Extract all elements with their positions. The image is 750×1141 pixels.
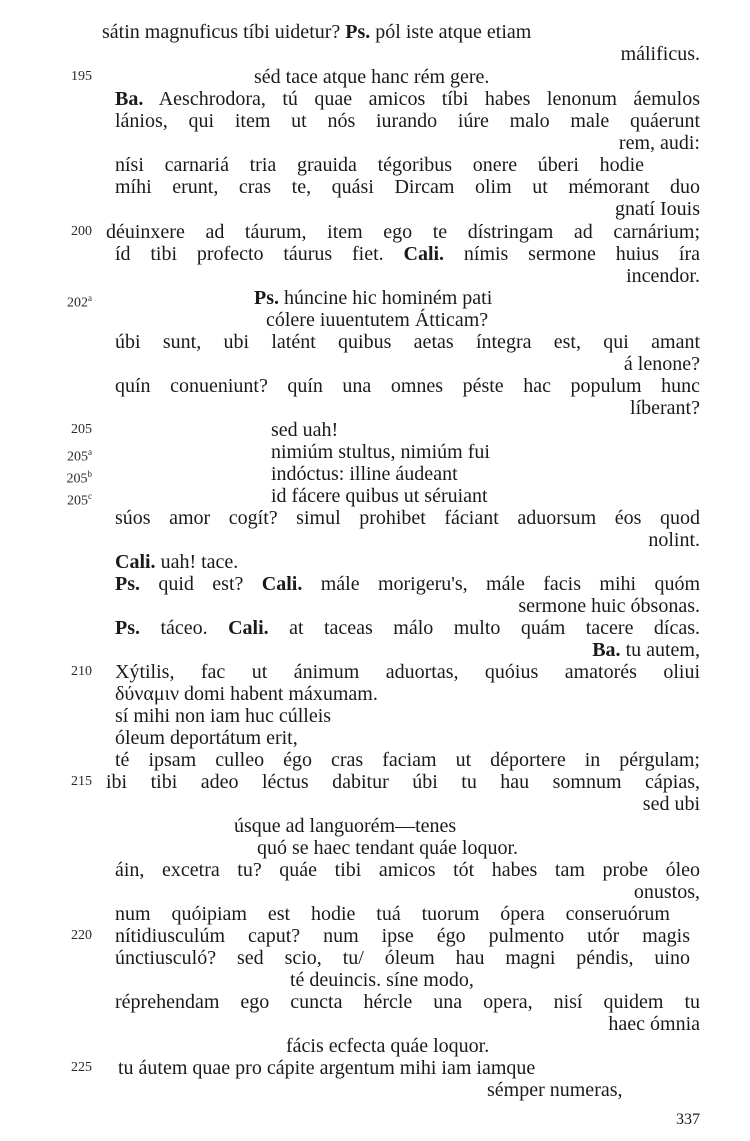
- verse-line: [0, 1035, 750, 1057]
- verse-line: [0, 287, 750, 309]
- verse-text: nimiúm stultus, nimiúm fui: [271, 441, 490, 463]
- verse-line: [0, 375, 750, 397]
- verse-text: nolint.: [648, 529, 700, 551]
- verse-text: óleum deportátum erit,: [115, 727, 298, 749]
- verse-line: [0, 639, 750, 661]
- verse-text: Ps. táceo. Cali. at taceas málo multo quám tacere dícas.: [115, 617, 700, 639]
- verse-line: [0, 1079, 750, 1101]
- verse-line: [0, 419, 750, 441]
- verse-text: rem, audi:: [618, 132, 700, 154]
- verse-line: [0, 1013, 750, 1035]
- verse-line: [0, 309, 750, 331]
- verse-text: gnatí Iouis: [615, 198, 700, 220]
- verse-text: id fácere quibus ut séruiant: [271, 485, 488, 507]
- page-number: 337: [676, 1111, 700, 1128]
- verse-text: málificus.: [620, 43, 700, 65]
- verse-text: δύναμιν domi habent máxumam.: [115, 683, 378, 705]
- verse-line: [0, 727, 750, 749]
- verse-text: haec ómnia: [608, 1013, 700, 1035]
- verse-text: incendor.: [626, 265, 700, 287]
- verse-text: indóctus: illine áudeant: [271, 463, 458, 485]
- verse-line: [0, 21, 750, 43]
- verse-text: Cali. uah! tace.: [115, 551, 239, 573]
- verse-text: déuinxere ad táurum, item ego te dístringam ad carnárium;: [106, 221, 700, 243]
- verse-text: úbi sunt, ubi latént quibus aetas íntegra est, qui amant: [115, 331, 700, 353]
- verse-line: [0, 66, 750, 88]
- verse-text: Ba. tu autem,: [592, 639, 700, 661]
- verse-line: [0, 132, 750, 154]
- verse-line: [0, 837, 750, 859]
- verse-text: num quóipiam est hodie tuá tuorum ópera conseruórum: [115, 903, 670, 925]
- verse-line: [0, 353, 750, 375]
- verse-line: [0, 573, 750, 595]
- verse-line: [0, 397, 750, 419]
- verse-line: [0, 903, 750, 925]
- verse-line: [0, 463, 750, 485]
- verse-text: únctiusculó? sed scio, tu/ óleum hau magni péndis, uino: [115, 947, 690, 969]
- verse-line: [0, 1057, 750, 1079]
- verse-line: [0, 683, 750, 705]
- verse-line: [0, 110, 750, 132]
- line-number: 195: [71, 69, 92, 84]
- verse-line: [0, 485, 750, 507]
- verse-text: sed ubi: [642, 793, 700, 815]
- verse-text: nísi carnariá tria grauida tégoribus onere úberi hodie: [115, 154, 644, 176]
- line-number: 215: [71, 774, 92, 789]
- verse-line: [0, 859, 750, 881]
- verse-line: [0, 881, 750, 903]
- verse-text: lánios, qui item ut nós iurando iúre malo male quáerunt: [115, 110, 700, 132]
- verse-line: [0, 43, 750, 65]
- verse-line: [0, 815, 750, 837]
- verse-text: té ipsam culleo égo cras faciam ut déportere in pérgulam;: [115, 749, 700, 771]
- verse-text: Ps. quid est? Cali. mále morigeru's, mále facis mihi quóm: [115, 573, 700, 595]
- verse-line: [0, 925, 750, 947]
- verse-line: [0, 441, 750, 463]
- verse-line: [0, 88, 750, 110]
- verse-line: [0, 991, 750, 1013]
- line-number: 205: [71, 422, 92, 437]
- verse-text: ibi tibi adeo léctus dabitur úbi tu hau somnum cápias,: [106, 771, 700, 793]
- verse-line: [0, 154, 750, 176]
- verse-text: cólere iuuentutem Átticam?: [266, 309, 489, 331]
- verse-text: Ps. húncine hic hominém pati: [254, 287, 493, 309]
- verse-text: sátin magnuficus tíbi uidetur? Ps. pól iste atque etiam: [102, 21, 532, 43]
- line-number: 205$^c$: [67, 491, 92, 509]
- verse-line: [0, 529, 750, 551]
- line-number: 220: [71, 928, 92, 943]
- verse-text: súos amor cogít? simul prohibet fáciant aduorsum éos quod: [115, 507, 700, 529]
- line-number: 210: [71, 664, 92, 679]
- line-number: 205$^a$: [67, 447, 92, 465]
- verse-line: [0, 617, 750, 639]
- verse-line: [0, 749, 750, 771]
- verse-text: tu áutem quae pro cápite argentum mihi iam iamque: [118, 1057, 536, 1079]
- verse-line: [0, 507, 750, 529]
- verse-text: quó se haec tendant quáe loquor.: [257, 837, 519, 859]
- verse-text: sed uah!: [271, 419, 339, 441]
- verse-text: íd tibi profecto táurus fiet. Cali. nímis sermone huius íra: [115, 243, 700, 265]
- verse-line: [0, 243, 750, 265]
- line-number: 202$^a$: [67, 293, 92, 311]
- verse-line: [0, 176, 750, 198]
- verse-line: [0, 771, 750, 793]
- verse-line: [0, 661, 750, 683]
- verse-line: [0, 265, 750, 287]
- verse-text: sémper numeras,: [487, 1079, 623, 1101]
- verse-text: nítidiusculúm caput? num ipse égo pulmento utór magis: [115, 925, 690, 947]
- verse-line: [0, 595, 750, 617]
- verse-text: sermone huic óbsonas.: [518, 595, 700, 617]
- verse-text: Xýtilis, fac ut ánimum aduortas, quóius amatorés oliui: [115, 661, 700, 683]
- verse-text: á lenone?: [623, 353, 700, 375]
- verse-text: líberant?: [630, 397, 700, 419]
- verse-text: onustos,: [633, 881, 700, 903]
- verse-text: séd tace atque hanc rém gere.: [254, 66, 490, 88]
- verse-line: [0, 947, 750, 969]
- verse-line: [0, 198, 750, 220]
- verse-line: [0, 551, 750, 573]
- verse-line: [0, 969, 750, 991]
- verse-line: [0, 221, 750, 243]
- verse-text: sí mihi non iam huc cúlleis: [115, 705, 332, 727]
- verse-text: míhi erunt, cras te, quási Dircam olim ut mémorant duo: [115, 176, 700, 198]
- line-number: 200: [71, 224, 92, 239]
- line-number: 205$^b$: [66, 469, 92, 487]
- verse-text: úsque ad languorém—tenes: [234, 815, 457, 837]
- verse-line: [0, 705, 750, 727]
- verse-text: Ba. Aeschrodora, tú quae amicos tíbi habes lenonum áemulos: [115, 88, 700, 110]
- verse-text: réprehendam ego cuncta hércle una opera, nisí quidem tu: [115, 991, 700, 1013]
- line-number: 225: [71, 1060, 92, 1075]
- verse-line: [0, 331, 750, 353]
- verse-text: áin, excetra tu? quáe tibi amicos tót habes tam probe óleo: [115, 859, 700, 881]
- verse-line: [0, 793, 750, 815]
- verse-text: quín conueniunt? quín una omnes péste hac populum hunc: [115, 375, 700, 397]
- verse-text: té deuincis. síne modo,: [290, 969, 474, 991]
- verse-text: fácis ecfecta quáe loquor.: [286, 1035, 490, 1057]
